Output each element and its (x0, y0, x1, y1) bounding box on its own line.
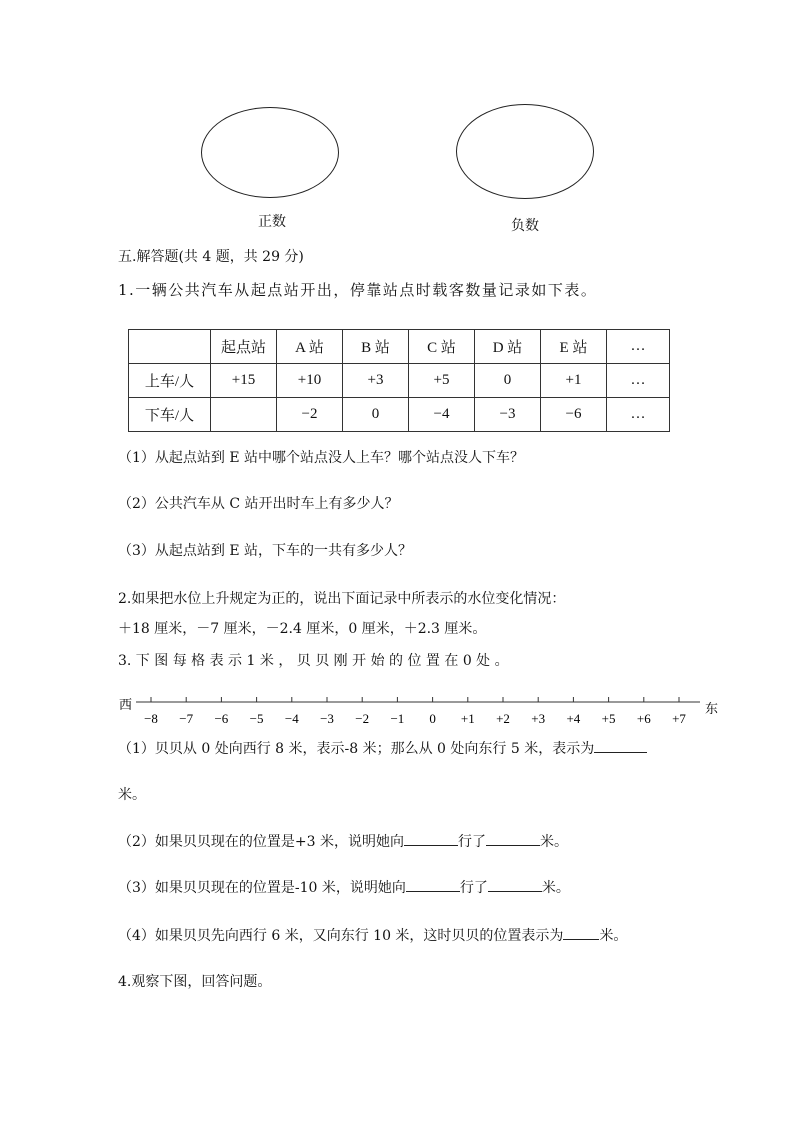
q3-sub3 (118, 877, 570, 897)
table-cell: D 站 (475, 330, 541, 364)
number-line-tick-label: −5 (249, 711, 264, 726)
section-title: 五.解答题(共 4 题，共 29 分) (118, 249, 304, 265)
number-line-tick-label: +2 (496, 711, 510, 726)
q3-sub4 (118, 925, 627, 945)
q3-sub2-text-c: 米。 (540, 834, 568, 850)
table-cell: +5 (409, 364, 475, 398)
answer-blank[interactable] (488, 877, 542, 892)
number-line-tick-label: −7 (179, 711, 194, 726)
table-cell (211, 398, 277, 432)
q3-sub1-text: （1）贝贝从 0 处向西行 8 米，表示-8 米；那么从 0 处向东行 5 米，表示为 (118, 741, 595, 757)
q3-sub3-text-a: （3）如果贝贝现在的位置是-10 米，说明她向 (118, 880, 406, 896)
positive-label: 正数 (258, 214, 286, 230)
negative-label: 负数 (511, 218, 539, 234)
table-cell: 上车/人 (129, 364, 211, 398)
table-row (129, 364, 670, 398)
table-cell: +1 (541, 364, 607, 398)
q3-sub2 (118, 831, 568, 851)
q1-sub3: （3）从起点站到 E 站，下车的一共有多少人？ (118, 543, 413, 559)
number-line-tick-label: +3 (531, 711, 546, 726)
table-cell: A 站 (277, 330, 343, 364)
table-cell: 0 (475, 364, 541, 398)
table-cell: 0 (343, 398, 409, 432)
table-row (129, 398, 670, 432)
number-line-tick-label: −8 (144, 711, 158, 726)
q3-sub2-text-a: （2）如果贝贝现在的位置是+3 米，说明她向 (118, 834, 404, 850)
table-cell: +15 (211, 364, 277, 398)
number-line-tick-label: −1 (390, 711, 405, 726)
table-cell: … (607, 364, 670, 398)
q3-sub1-cont: 米。 (118, 787, 146, 803)
table-cell (129, 330, 211, 364)
table-cell: C 站 (409, 330, 475, 364)
number-line-ticks (144, 697, 686, 726)
number-line-tick-label: +5 (601, 711, 616, 726)
number-line-tick-label: −3 (320, 711, 334, 726)
q1-sub1: （1）从起点站到 E 站中哪个站点没人上车？哪个站点没人下车？ (118, 450, 525, 466)
table-cell: +10 (277, 364, 343, 398)
q1-text: 1.一辆公共汽车从起点站开出，停靠站点时载客数量记录如下表。 (118, 281, 598, 299)
answer-blank[interactable] (486, 831, 540, 846)
west-label: 西 (119, 697, 133, 712)
table-cell: 起点站 (211, 330, 277, 364)
answer-blank[interactable] (404, 831, 458, 846)
table-cell: −4 (409, 398, 475, 432)
table-cell: 下车/人 (129, 398, 211, 432)
q1-sub2: （2）公共汽车从 C 站开出时车上有多少人？ (118, 496, 399, 512)
table-cell: … (607, 330, 670, 364)
table-cell: B 站 (343, 330, 409, 364)
table-header-row (129, 330, 670, 364)
table-cell: −2 (277, 398, 343, 432)
positive-numbers-ellipse (201, 107, 339, 198)
number-line-tick-label: 0 (429, 711, 436, 726)
q4-text: 4.观察下图，回答问题。 (118, 974, 272, 990)
q2-line2: ＋18 厘米，－7 厘米，－2.4 厘米，0 厘米，＋2.3 厘米。 (118, 621, 487, 637)
number-line-tick-label: +7 (672, 711, 686, 726)
q3-sub3-text-c: 米。 (541, 880, 570, 896)
q3-sub2-text-b: 行了 (458, 834, 486, 850)
answer-blank[interactable] (563, 925, 599, 940)
answer-blank[interactable] (594, 738, 647, 753)
number-line-tick-label: +4 (566, 711, 581, 726)
q3-sub4-text-a: （4）如果贝贝先向西行 6 米，又向东行 10 米，这时贝贝的位置表示为 (118, 928, 564, 944)
east-label: 东 (705, 701, 719, 716)
table-cell: +3 (343, 364, 409, 398)
q3-sub3-text-b: 行了 (459, 880, 488, 896)
q3-sub4-text-b: 米。 (599, 928, 628, 944)
q3-sub1 (118, 738, 647, 758)
table-cell: −3 (475, 398, 541, 432)
number-line (0, 692, 794, 732)
number-line-tick-label: −2 (355, 711, 370, 726)
number-line-tick-label: −6 (214, 711, 229, 726)
q2-line1: 2.如果把水位上升规定为正的，说出下面记录中所表示的水位变化情况： (118, 591, 566, 607)
number-line-tick-label: −4 (284, 711, 299, 726)
answer-blank[interactable] (406, 877, 460, 892)
table-cell: −6 (541, 398, 607, 432)
table-cell: … (607, 398, 670, 432)
q3-text: 3. 下 图 每 格 表 示 1 米 ， 贝 贝 刚 开 始 的 位 置 在 0 处 。 (118, 653, 509, 669)
number-line-tick-label: +1 (460, 711, 475, 726)
number-line-tick-label: +6 (636, 711, 651, 726)
table-cell: E 站 (541, 330, 607, 364)
negative-numbers-ellipse (456, 104, 594, 199)
bus-passenger-table (128, 329, 670, 432)
